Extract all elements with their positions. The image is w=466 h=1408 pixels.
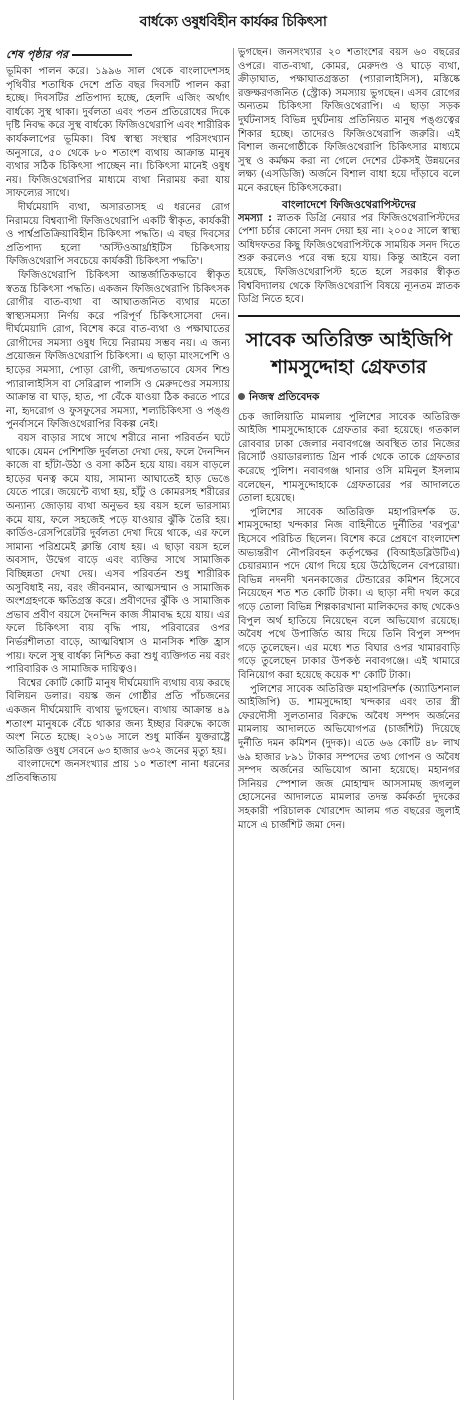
second-story (238, 315, 460, 832)
article-paragraph: ভুগছেন। জনসংখ্যার ২০ শতাংশের বয়স ৬০ বছরের ওপরে। বাত-ব্যথা, কোমর, মেরুদণ্ড ও ঘাড়ে ব্যথা, ক্রীড়াঘাত, পক্ষাঘাতগ্রস্ততা (প্যারালাইসিস), মস্তিষ্কে রক্তক্ষরণজনিত (স্ট্রোক) সমস্যায় ভুগছেন। এসব রোগের অন্যতম চিকিৎসা ফিজিওথেরাপি। এ ছাড়া সড়ক দুর্ঘটনাসহ বিভিন্ন দুর্ঘটনায় প্রতিনিয়ত মানুষ পঙ্গুত্বের শিকার হচ্ছে। তাদেরও ফিজিওথেরাপি জরুরি। এই বিশাল জনগোষ্ঠীকে ফিজিওথেরাপি চিকিৎসার মাধ্যমে সুস্থ ও কর্মক্ষম করা না গেলে দেশের টেকসই উন্নয়নের লক্ষ্য (এসডিজি) অর্জনে বিশাল বাধা হয়ে দাঁড়াবে বলে মনে করছেন চিকিৎসকেরা। (238, 47, 460, 194)
subhead-paragraph-text: স্নাতক ডিগ্রি নেয়ার পর ফিজিওথেরাপিস্টদের পেশা চর্চার কোনো সনদ দেয়া হয় না। ২০০৫ সালে স্বাস্থ্য অধিদফতর কিছু ফিজিওথেরাপিস্টকে সাময়িক সনদ দিতে শুরু করলেও পরে বন্ধ হয়ে যায়। কিন্তু আইনে বলা হয়েছে, ফিজিওথেরাপিস্ট হতে হলে সরকার স্বীকৃত বিশ্ববিদ্যালয় থেকে ফিজিওথেরাপি বিষয়ে ন্যূনতম স্নাতক ডিগ্রি নিতে হবে। (238, 212, 460, 306)
article-paragraph: দীর্ঘমেয়াদি ব্যথা, অসারতাসহ এ ধরনের রোগ নিরাময়ে বিশ্বব্যাপী ফিজিওথেরাপি একটি স্বীকৃত, কার্যকরী ও পার্শ্বপ্রতিক্রিয়াবিহীন চিকিৎসা পদ্ধতি। এ বছর দিবসের প্রতিপাদ্য হলো 'অস্টিওআর্থ্রাইটিস চিকিৎসায় ফিজিওথেরাপি সবচেয়ে কার্যকরী চিকিৎসা পদ্ধতি'। (6, 201, 230, 268)
article-paragraph: ফিজিওথেরাপি চিকিৎসা আন্তর্জাতিকভাবে স্বীকৃত স্বতন্ত্র চিকিৎসা পদ্ধতি। একজন ফিজিওথেরাপি চিকিৎসক রোগীর বাত-ব্যথা বা আঘাতজনিত ব্যথার মতো স্বাস্থ্যসমস্যা নির্ণয় করে পরিপূর্ণ চিকিৎসাসেবা দেন। দীর্ঘমেয়াদি রোগ, বিশেষ করে বাত-ব্যথা ও পক্ষাঘাতের রোগীদের সমস্যা ওষুধ দিয়ে নিরাময় সম্ভব নয়। এ জন্য প্রয়োজন ফিজিওথেরাপি চিকিৎসা। এ ছাড়া মাংসপেশি ও হাড়ের সমস্যা, পোড়া রোগী, জন্মগতভাবে যেসব শিশু প্যারালাইসিস বা সেরিব্রাল পালসি ও মেরুদণ্ডের সমস্যায় আক্রান্ত বা ঘাড়, হাত, পা বেঁকে যাওয়া ঠিক করতে পারে না, হৃদরোগ ও ফুসফুসের সমস্যা, শল্যচিকিৎসা ও পঙ্গু পুনর্বাসনে ফিজিওথেরাপির বিকল্প নেই। (6, 269, 230, 431)
second-story-headline: সাবেক অতিরিক্ত আইজিপি শামসুদ্দোহা গ্রেফতার (245, 328, 453, 378)
headline: বার্ধক্যে ওষুধবিহীন কার্যকর চিকিৎসা (139, 14, 327, 30)
story-paragraph: পুলিশের সাবেক অতিরিক্ত মহাপরিদর্শক ড. শামসুদ্দোহা খন্দকার নিজ বাহিনীতে দুর্নীতির 'বরপুত্র' হিসেবে পরিচিত ছিলেন। বিশেষ করে প্রেষণে বাংলাদেশ অভ্যন্তরীণ নৌপরিবহন কর্তৃপক্ষের (বিআইডব্লিউটিএ) চেয়ারম্যান পদে যোগ দিয়ে হয়ে উঠেছিলেন বেপরোয়া। বিভিন্ন নদনদী খননকাজের টেন্ডারের কমিশন হিসেবে নিয়েছেন শত শত কোটি টাকা। এ ছাড়া নদী দখল করে গড়ে তোলা বিভিন্ন শিল্পকারখানা মালিকদের কাছ থেকেও বিপুল অর্থ হাতিয়ে নিয়েছেন বলে অভিযোগ রয়েছে। অবৈধ পথে উপার্জিত আয় দিয়ে তিনি বিপুল সম্পদ গড়ে তুলেছেন। এর মধ্যে শত বিঘার ওপর খামারবাড়ি গড়ে তুলেছেন ঢাকার উপকণ্ঠ নবাবগঞ্জে। এই খামারে বিনিয়োগ করা হয়েছে কয়েক শ' কোটি টাকা। (238, 506, 460, 681)
right-column (238, 46, 460, 1402)
subhead-run: সমস্যা : (238, 212, 272, 224)
article-paragraph: বয়স বাড়ার সাথে সাথে শরীরে নানা পরিবর্তন ঘটে থাকে। যেমন পেশিশক্তি দুর্বলতা দেখা দেয়, ফলে দৈনন্দিন কাজে বা হাঁটা-উঠা ও বসা কঠিন হয়ে যায়। বয়স বাড়লে হাড়ের ঘনত্ব কমে যায়, সামান্য আঘাতেই হাড় ভেঙে যেতে পারে। জয়েন্টে ব্যথা হয়, হাঁটু ও কোমরসহ শরীরের অন্যান্য জোড়ায় ব্যথা অনুভব হয় বয়স হলে ভারসাম্য কমে যায়, ফলে সহজেই পড়ে যাওয়ার ঝুঁকি তৈরি হয়। কার্ডিও-রেসপিরেটরি দুর্বলতা দেখা দিয়ে থাকে, এর ফলে সামান্য পরিশ্রমেই ক্লান্তি বোধ হয়। এ ছাড়া বয়স হলে অবসাদ, উদ্বেগ বাড়ে এবং ব্যক্তির সাথে সামাজিক বিচ্ছিন্নতা দেখা দেয়। এসব পরিবর্তন শুধু শারীরিক অসুবিধাই নয়, বরং জীবনমান, আত্মসম্মান ও সামাজিক অংশগ্রহণকে ক্ষতিগ্রস্ত করে। প্রবীণদের ঝুঁকি ও সামাজিক প্রভাব প্রবীণ বয়সে দৈনন্দিন কাজ সীমাবদ্ধ হয়ে যায়। এর ফলে চিকিৎসা ব্যয় বৃদ্ধি পায়, পরিবারের ওপর নির্ভরশীলতা বাড়ে, আত্মবিশ্বাস ও মানসিক শক্তি হ্রাস পায়। ফলে সুস্থ বার্ধক্য নিশ্চিত করা শুধু ব্যক্তিগত নয় বরং পারিবারিক ও সামাজিক দায়িত্বও। (6, 433, 230, 676)
bullet-icon (238, 393, 245, 400)
section-subhead: বাংলাদেশে ফিজিওথেরাপিস্টদের (282, 198, 416, 211)
continuation-kicker: শেষ পৃষ্ঠার পর (6, 48, 230, 62)
subhead-paragraph (238, 212, 460, 307)
byline: নিজস্ব প্রতিবেদক (238, 389, 460, 405)
column-divider (233, 48, 234, 1400)
kicker-rule (72, 54, 132, 56)
story-paragraph: চেক জালিয়াতি মামলায় পুলিশের সাবেক অতিরিক্ত আইজি শামসুদ্দোহাকে গ্রেফতার করা হয়েছে। গতকাল রোববার ঢাকা জেলার নবাবগঞ্জে অবস্থিত তার নিজের রিসোর্ট ওয়াডারল্যান্ড গ্রিন পার্ক থেকে তাকে গ্রেফতার করেছে পুলিশ। নবাবগঞ্জ থানার ওসি মমিনুল ইসলাম বলেছেন, শামসুদ্দোহাকে গ্রেফতারের পর আদালতে তোলা হয়েছে। (238, 411, 460, 505)
article-paragraph: বিশ্বের কোটি কোটি মানুষ দীর্ঘমেয়াদি ব্যথায় ব্যয় করছে বিলিয়ন ডলার। বয়স্ক জন গোষ্ঠীর প্রতি পাঁচজনের একজন দীর্ঘমেয়াদি ব্যথায় ভুগছেন। ব্যথায় আক্রান্ত ৪৯ শতাংশ মানুষকে বেঁচে থাকার জন্য ইচ্ছার বিরুদ্ধে কাজে অংশ নিতে হচ্ছে। ২০১৬ সালে শুধু মার্কিন যুক্তরাষ্ট্রে অতিরিক্ত ওষুধ সেবনে ৬৩ হাজার ৬৩২ জনের মৃত্যু হয়। (6, 677, 230, 757)
story-paragraph: পুলিশের সাবেক অতিরিক্ত মহাপরিদর্শক (অ্যাডিশনাল আইজিপি) ড. শামসুদ্দোহা খন্দকার এবং তার স্ত্রী ফেরদৌসী সুলতানার বিরুদ্ধে অবৈধ সম্পদ অর্জনের মামলায় আদালতে অভিযোগপত্র (চার্জশিট) দিয়েছে দুর্নীতি দমন কমিশন (দুদক)। এতে ৬৬ কোটি ৪৮ লাখ ৬৯ হাজার ৮৯১ টাকার সম্পদের তথ্য গোপন ও অবৈধ সম্পদ অর্জনের অভিযোগ আনা হয়েছে। মহানগর সিনিয়র স্পেশাল জজ মোহাম্মদ আসসামছ জগলুল হোসেনের আদালতে মামলার তদন্ত কর্মকর্তা দুদকের সহকারী পরিচালক খোরশেদ আলম গত বছরের জুলাই মাসে এ চার্জশিট জমা দেন। (238, 683, 460, 831)
article-paragraph: ভূমিকা পালন করে। ১৯৯৬ সাল থেকে বাংলাদেশসহ পৃথিবীর শতাধিক দেশে প্রতি বছর দিবসটি পালন করা হচ্ছে। দিবসটির প্রতিপাদ্য হচ্ছে, হেলদি এজিং অর্থাৎ বার্ধক্যে সুস্থ থাকা। দুর্বলতা এবং পতন প্রতিরোধের দিকে দৃষ্টি নিবদ্ধ করে সুস্থ বার্ধক্যে ফিজিওথেরাপি এবং শারীরিক কার্যকলাপের ভূমিকা। বিশ্ব স্বাস্থ্য সংস্থার পরিসংখ্যান অনুসারে, ৫০ থেকে ৮০ শতাংশ ব্যথায় আক্রান্ত মানুষ ব্যথার সঠিক চিকিৎসা পাচ্ছেন না। চিকিৎসা মানেই ওষুধ নয়। ফিজিওথেরাপির মাধ্যমে ব্যথা নিরাময় করা যায় সাফল্যের সাথে। (6, 66, 230, 200)
left-column (6, 46, 230, 1402)
article-paragraph: বাংলাদেশে জনসংখ্যার প্রায় ১০ শতাংশ নানা ধরনের প্রতিবন্ধিতায় (6, 759, 230, 784)
